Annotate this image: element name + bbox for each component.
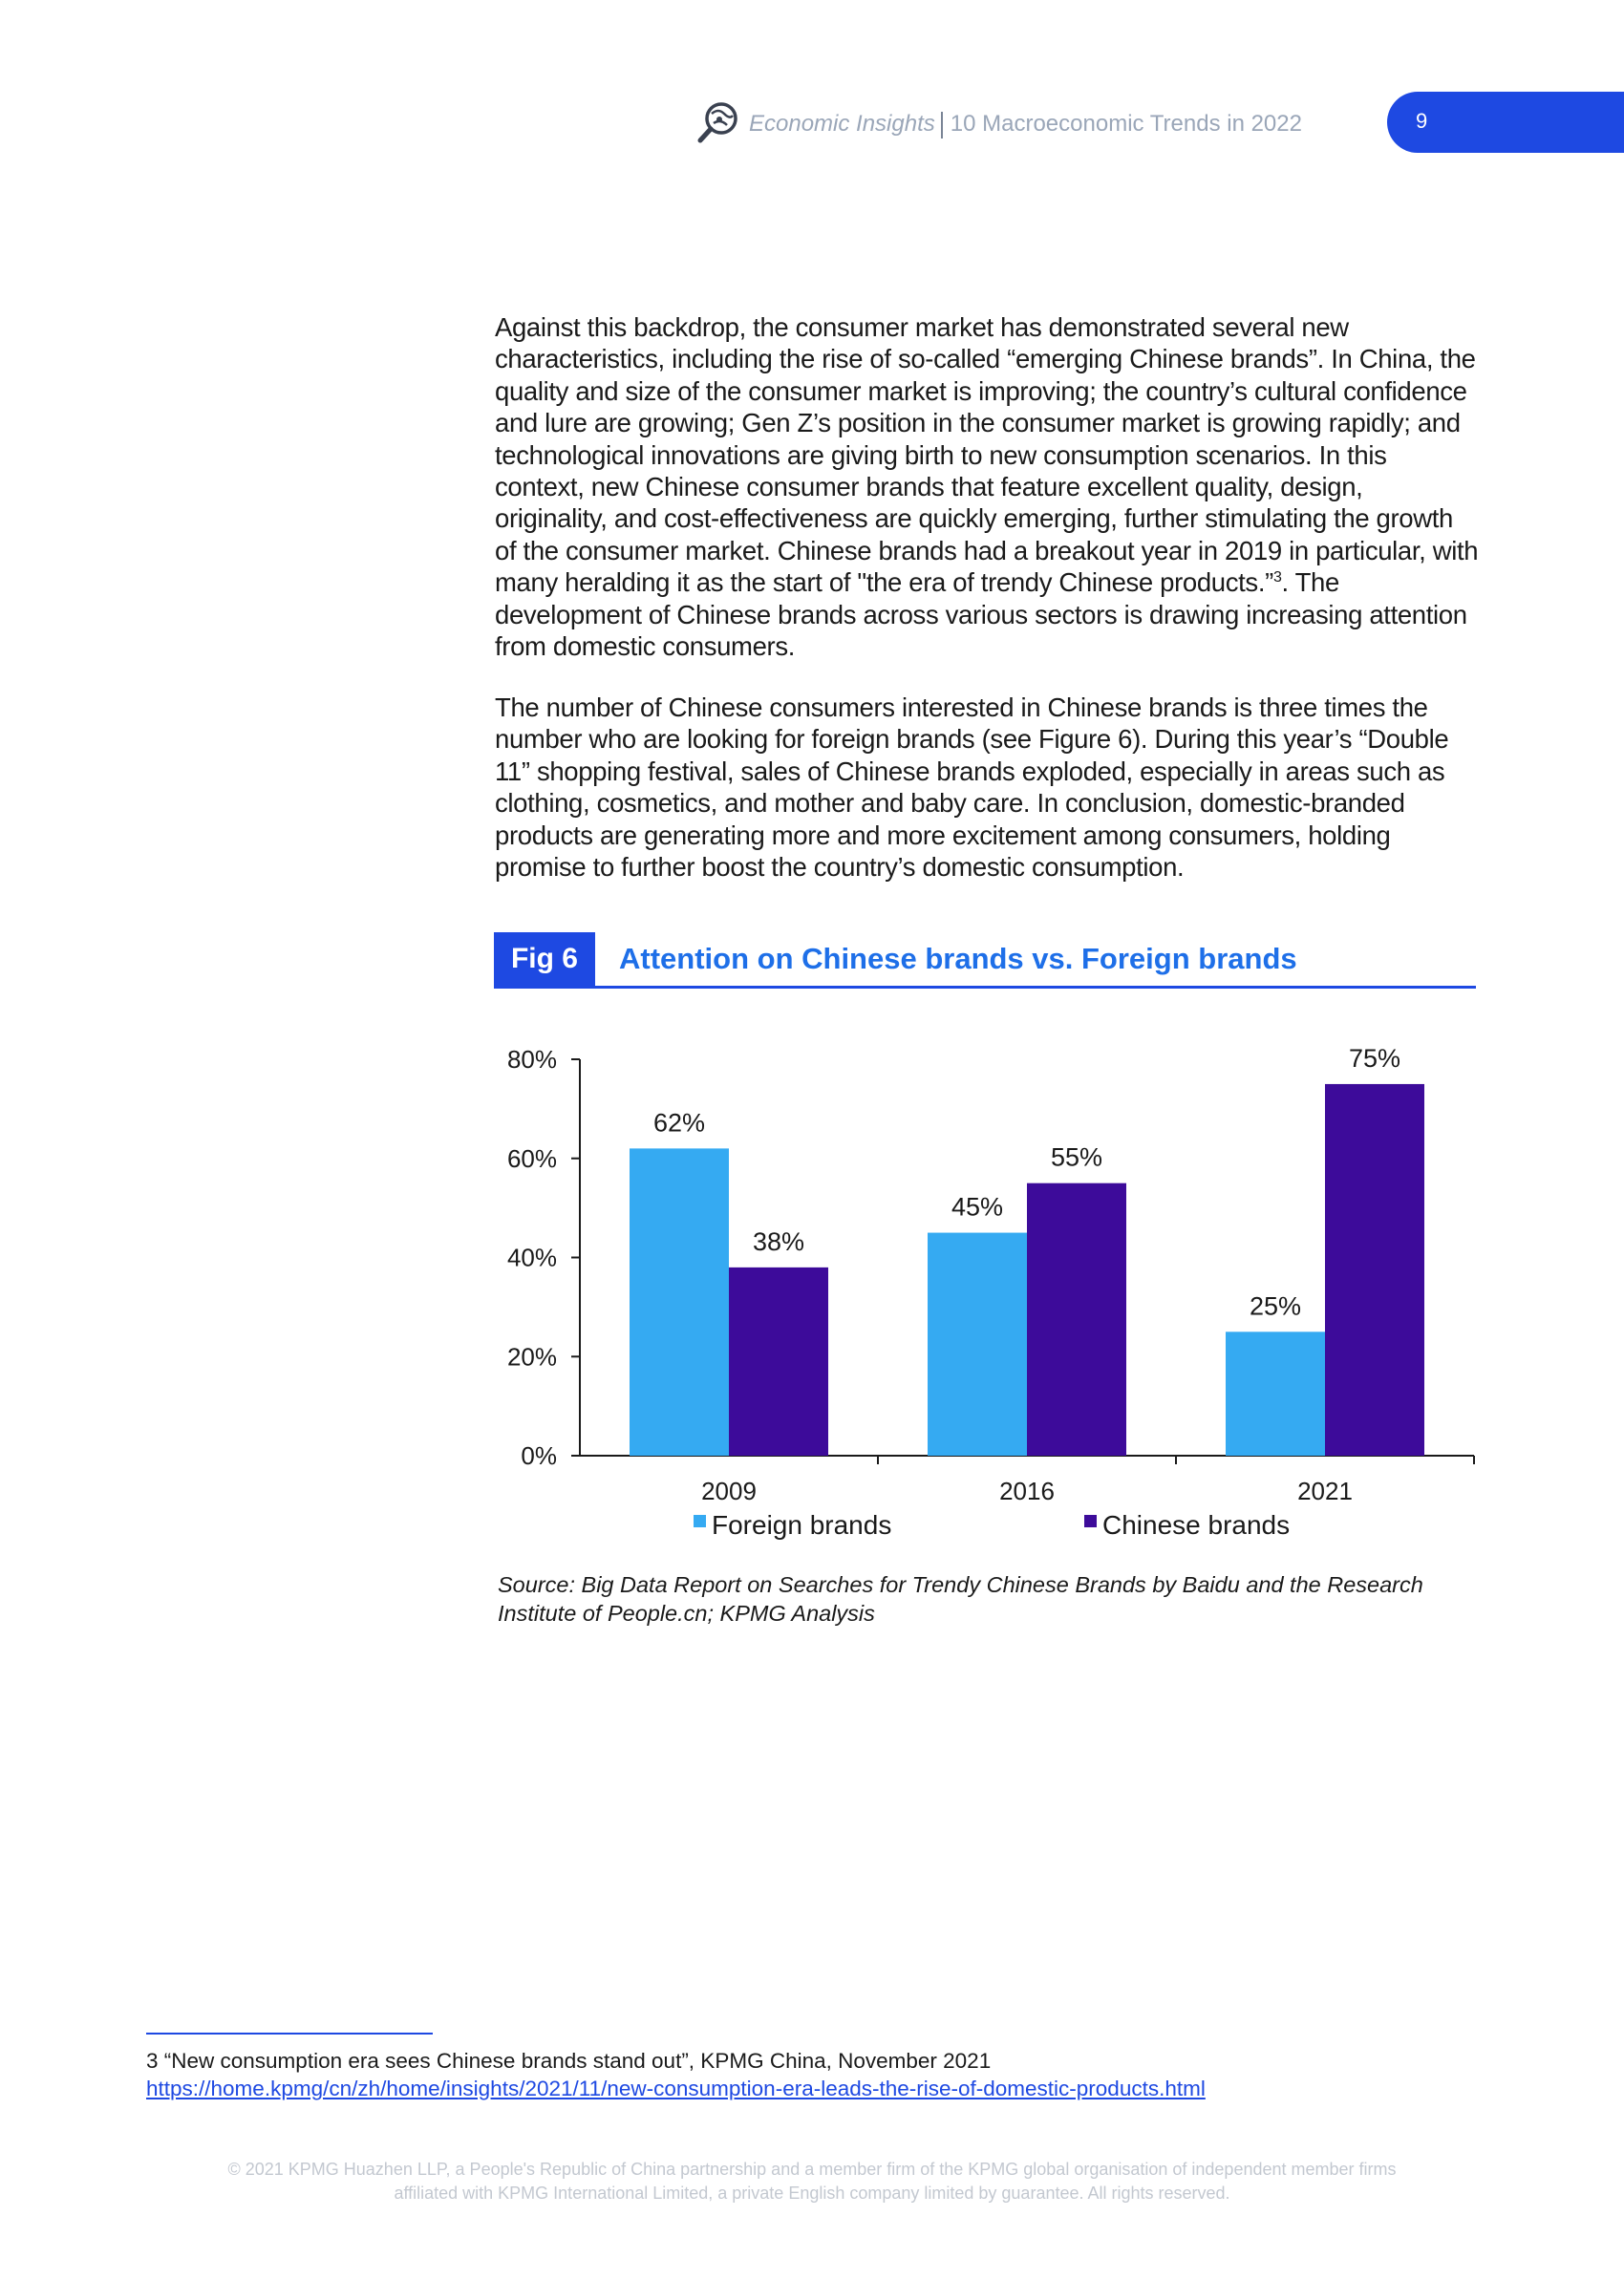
data-label: 62% xyxy=(652,1108,706,1138)
copyright-line-2: affiliated with KPMG International Limited, a private English company limited by guarantee. All rights reserved. xyxy=(394,2184,1230,2203)
bar-foreign-brands xyxy=(1226,1332,1325,1456)
figure-tag: Fig 6 xyxy=(494,932,595,986)
paragraph-1-tail: . The development of Chinese brands across various sectors is drawing increasing attention from domestic consumers. xyxy=(495,567,1467,662)
legend-swatch xyxy=(694,1515,706,1527)
footnote-ref[interactable]: 3 xyxy=(1272,569,1282,586)
y-tick-label: 20% xyxy=(506,1342,557,1372)
legend-label: Foreign brands xyxy=(712,1510,892,1540)
legend-swatch xyxy=(1084,1515,1097,1527)
legend-label: Chinese brands xyxy=(1102,1510,1291,1540)
paragraph-1-text: Against this backdrop, the consumer market has demonstrated several new characteristics, including the rise of so-called “emerging Chinese brands”. In China, the quality and size of the consumer market is improving; the country’s cultural confidence and lure are growing; Gen Z’s position in the consumer market is growing rapidly; and technological innovations are giving birth to new consumption scenarios. In this context, new Chinese consumer brands that feature excellent quality, design, originality, and cost-effectiveness are quickly emerging, further stimulating the growth of the consumer market. Chinese brands had a breakout year in 2019 in particular, with many heralding it as the start of "the era of trendy Chinese products.” xyxy=(495,312,1479,598)
body-paragraph-2: The number of Chinese consumers interested in Chinese brands is three times the number who are looking for foreign brands (see Figure 6). During this year’s “Double 11” shopping festival, sales of Chinese brands exploded, especially in areas such as clothing, cosmetics, and mother and baby care. In conclusion, domestic-branded products are generating more and more excitement among consumers, holding promise to further boost the country’s domestic consumption. xyxy=(495,693,1449,883)
y-tick-label: 80% xyxy=(506,1045,557,1074)
header-divider xyxy=(941,112,943,139)
header-title xyxy=(749,111,1302,139)
data-label: 25% xyxy=(1249,1291,1302,1321)
figure-source: Source: Big Data Report on Searches for Trendy Chinese Brands by Baidu and the Research Institute of People.cn; KPMG Analysis xyxy=(498,1572,1423,1626)
bar-chinese-brands xyxy=(729,1268,828,1456)
x-tick-label: 2021 xyxy=(1297,1477,1353,1505)
footnote-link[interactable]: https://home.kpmg/cn/zh/home/insights/2021/11/new-consumption-era-leads-the-rise-of-domestic-products.html xyxy=(146,2077,1206,2100)
footnote-text: 3 “New consumption era sees Chinese brands stand out”, KPMG China, November 2021 xyxy=(146,2049,992,2073)
footnote-divider xyxy=(146,2033,433,2035)
page-header xyxy=(0,92,1624,159)
y-tick-label: 60% xyxy=(506,1143,557,1173)
copyright-notice xyxy=(143,2158,1481,2205)
y-tick-label: 0% xyxy=(521,1441,557,1470)
header-brand-label: Economic Insights xyxy=(749,111,935,137)
copyright-line-1: © 2021 KPMG Huazhen LLP, a People's Republic of China partnership and a member firm of the KPMG global organisation of independent member firms xyxy=(227,2160,1397,2179)
data-label: 55% xyxy=(1050,1142,1103,1172)
data-label: 38% xyxy=(752,1226,805,1256)
x-tick-label: 2016 xyxy=(999,1477,1055,1505)
body-paragraph-1 xyxy=(495,311,1479,662)
figure-header xyxy=(494,932,1476,989)
bar-foreign-brands xyxy=(630,1148,729,1456)
magnifier-globe-icon xyxy=(695,99,741,145)
figure-title: Attention on Chinese brands vs. Foreign brands xyxy=(619,942,1297,975)
page-number: 9 xyxy=(1416,109,1428,133)
bar-foreign-brands xyxy=(928,1233,1027,1456)
bar-chinese-brands xyxy=(1325,1084,1424,1456)
x-tick-label: 2009 xyxy=(701,1477,757,1505)
data-label: 45% xyxy=(951,1192,1004,1222)
header-doc-title: 10 Macroeconomic Trends in 2022 xyxy=(950,111,1302,137)
footnote xyxy=(146,2047,1206,2102)
data-label: 75% xyxy=(1348,1043,1401,1073)
y-tick-label: 40% xyxy=(506,1243,557,1272)
bar-chinese-brands xyxy=(1027,1183,1126,1456)
